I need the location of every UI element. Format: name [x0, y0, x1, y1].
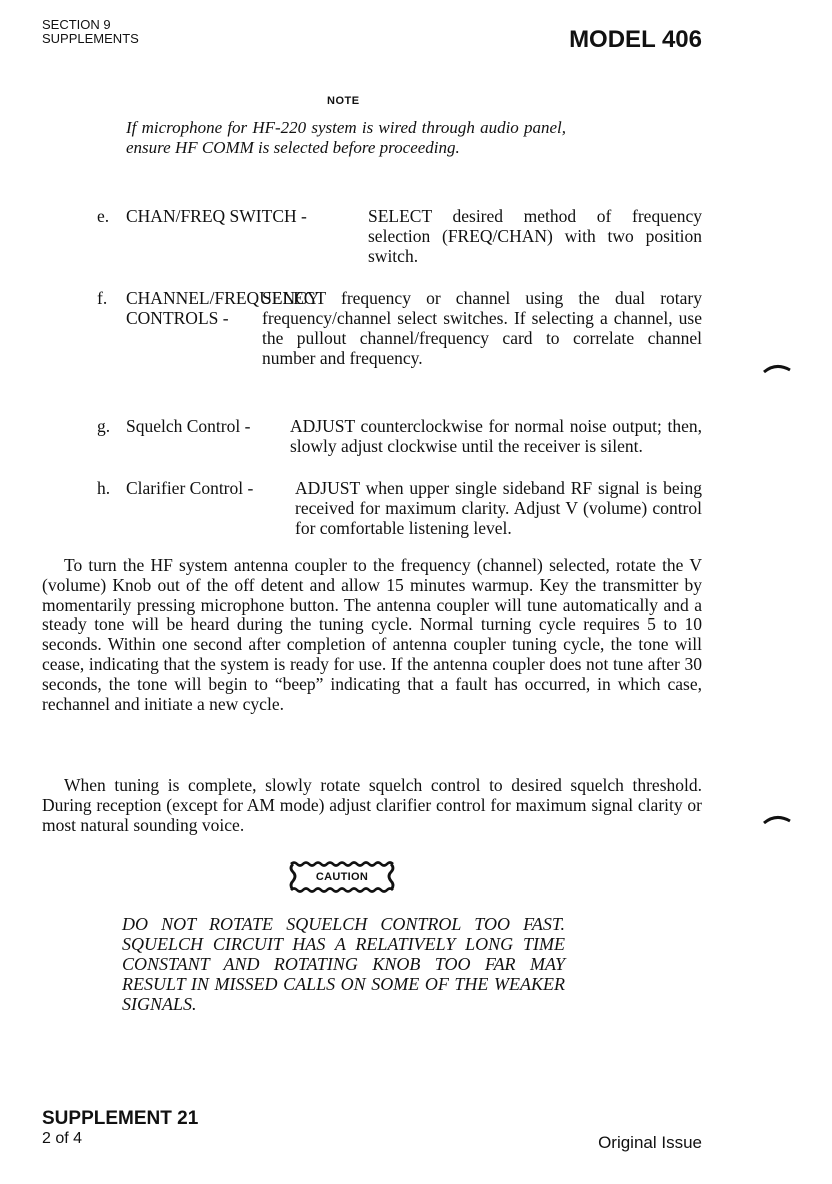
- caution-badge: [287, 860, 397, 894]
- item-label: Clarifier Control -: [126, 478, 254, 498]
- section-number: SECTION 9: [42, 17, 111, 32]
- note-text: If microphone for HF-220 system is wired through audio panel, ensure HF COMM is selected before proceeding.: [126, 118, 566, 157]
- model-title: MODEL 406: [569, 26, 702, 53]
- item-letter: h.: [97, 478, 111, 498]
- page-header-section: [42, 18, 139, 46]
- section-title: SUPPLEMENTS: [42, 31, 139, 46]
- revision-bar-icon: [762, 362, 792, 376]
- caution-text: DO NOT ROTATE SQUELCH CONTROL TOO FAST. SQUELCH CIRCUIT HAS A RELATIVELY LONG TIME CONSTANT AND ROTATING KNOB TOO FAR MAY RESULT IN MISSED CALLS ON SOME OF THE WEAKER SIGNALS.: [122, 914, 565, 1014]
- body-paragraph: To turn the HF system antenna coupler to the frequency (channel) selected, rotate the V (volume) Knob out of the off detent and allow 15 minutes warmup. Key the transmitter by momentarily pressing microphone button. The antenna coupler will tune automatically and a steady tone will be heard during the tuning cycle. Normal turning cycle requires 5 to 10 seconds. Within one second after completion of antenna coupler tuning cycle, the tone will cease, indicating that the system is ready for use. If the antenna coupler does not tune after 30 seconds, the tone will begin to “beep” indicating that a fault has occurred, in which case, rechannel and initiate a new cycle.: [42, 555, 702, 714]
- page-number: 2 of 4: [42, 1130, 83, 1147]
- list-item: [0, 206, 832, 268]
- issue-status: Original Issue: [598, 1133, 702, 1152]
- note-label: NOTE: [327, 95, 360, 107]
- procedure-list: [0, 206, 832, 558]
- item-letter: f.: [97, 288, 108, 308]
- body-paragraph: When tuning is complete, slowly rotate squelch control to desired squelch threshold. During reception (except for AM mode) adjust clarifier control for maximum signal clarity or most natural sounding voice.: [42, 775, 702, 835]
- list-item: [0, 478, 832, 558]
- item-letter: e.: [97, 206, 110, 226]
- caution-label: CAUTION: [315, 871, 369, 883]
- item-description: SELECT frequency or channel using the dual rotary frequency/channel select switches. If selecting a channel, use the pullout channel/frequency card to correlate channel number and frequency.: [262, 288, 702, 368]
- item-label: CHANNEL/FREQUENCY: [126, 288, 320, 308]
- item-description: ADJUST when upper single sideband RF signal is being received for maximum clarity. Adjust V (volume) control for comfortable listening level.: [295, 478, 702, 538]
- item-label: Squelch Control -: [126, 416, 251, 436]
- item-label: CHAN/FREQ SWITCH -: [126, 206, 307, 226]
- item-description: SELECT desired method of frequency selection (FREQ/CHAN) with two position switch.: [368, 206, 702, 266]
- item-label-continued: CONTROLS -: [126, 308, 229, 328]
- supplement-number: SUPPLEMENT 21: [42, 1108, 199, 1129]
- list-item: [0, 416, 832, 476]
- item-letter: g.: [97, 416, 111, 436]
- revision-bar-icon: [762, 813, 792, 827]
- page-footer: [42, 1108, 198, 1148]
- item-description: ADJUST counterclockwise for normal noise output; then, slowly adjust clockwise until the receiver is silent.: [290, 416, 702, 456]
- list-item: [0, 288, 832, 414]
